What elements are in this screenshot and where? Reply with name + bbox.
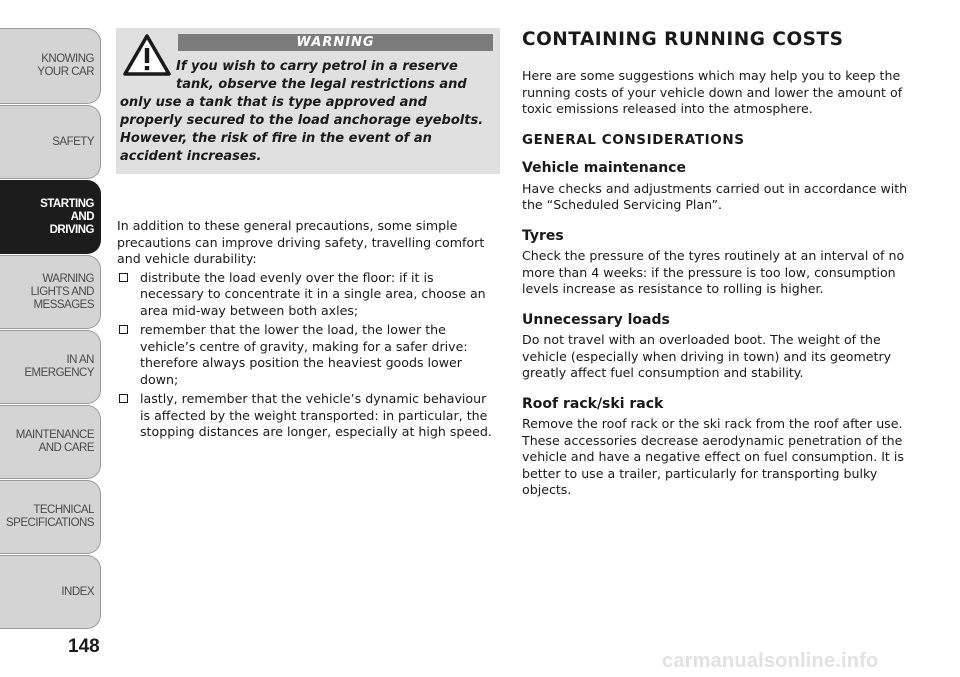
tab-in-an-emergency[interactable]: IN AN EMERGENCY [0, 330, 101, 404]
subsection-text: Have checks and adjustments carried out in accordance with the “Scheduled Servicing Plan”. [522, 180, 908, 212]
subsection-text: Remove the roof rack or the ski rack from the roof after use. These accessories decrease aerodynamic penetration of the vehicle and have a negative effect on fuel consumption. It is better to use a trailer, particularly for transporting bulky objects. [522, 416, 904, 497]
tab-starting-and-driving[interactable]: STARTING AND DRIVING [0, 180, 101, 254]
tab-warning-lights-and-messages[interactable]: WARNING LIGHTS AND MESSAGES [0, 255, 101, 329]
section-unnecessary-loads [522, 312, 922, 382]
list-item: distribute the load evenly over the floor: if it is necessary to concentrate it in a single area, choose an area mid-way between both axles; [117, 270, 497, 320]
section-vehicle-maintenance [522, 160, 922, 214]
subsection-heading: Vehicle maintenance [522, 160, 686, 176]
subsection-text: Do not travel with an overloaded boot. The weight of the vehicle (especially when driving in town) and its geometry greatly affect fuel consumption and stability. [522, 332, 892, 380]
warning-box [116, 28, 500, 174]
tab-knowing-your-car[interactable]: KNOWING YOUR CAR [0, 28, 101, 104]
left-column [117, 218, 497, 444]
right-column [522, 28, 922, 513]
page-number: 148 [68, 636, 100, 657]
tab-index[interactable]: INDEX [0, 555, 101, 629]
subsection-heading: Roof rack/ski rack [522, 395, 664, 412]
tab-technical-specifications[interactable]: TECHNICAL SPECIFICATIONS [0, 480, 101, 554]
precaution-list [117, 270, 497, 441]
page-title: CONTAINING RUNNING COSTS [522, 29, 844, 50]
checkbox-icon [119, 325, 128, 334]
watermark: carmanualsonline.info [662, 650, 879, 672]
list-item: lastly, remember that the vehicle’s dynamic behaviour is affected by the weight transported: in particular, the stopping distances are longer, especially at high speed. [117, 391, 497, 441]
checkbox-icon [119, 273, 128, 282]
intro-paragraph: Here are some suggestions which may help you to keep the running costs of your vehicle down and lower the amount of toxic emissions released into the atmosphere. [522, 68, 903, 116]
checkbox-icon [119, 394, 128, 403]
warning-text: If you wish to carry petrol in a reserve tank, observe the legal restrictions and only use a tank that is type approved and properly secured to the load anchorage eyebolts. However, the risk of fire in the event of an accident increases. [120, 59, 484, 164]
warning-header: WARNING [178, 34, 493, 51]
subsection-heading: Unnecessary loads [522, 311, 670, 328]
subsection-heading: Tyres [522, 227, 564, 244]
list-item: remember that the lower the load, the lower the vehicle’s centre of gravity, making for a safer drive: therefore always position the heaviest goods lower down; [117, 322, 497, 388]
section-tyres [522, 228, 922, 298]
subsection-text: Check the pressure of the tyres routinely at an interval of no more than 4 weeks: if the pressure is too low, consumption levels increase as resistance to rolling is higher. [522, 248, 905, 296]
section-roof-rack [522, 396, 922, 499]
section-heading: GENERAL CONSIDERATIONS [522, 131, 745, 148]
tab-maintenance-and-care[interactable]: MAINTENANCE AND CARE [0, 405, 101, 479]
tab-safety[interactable]: SAFETY [0, 105, 101, 179]
intro-paragraph: In addition to these general precautions, some simple precautions can improve driving safety, travelling comfort and vehicle durability: [117, 218, 485, 266]
